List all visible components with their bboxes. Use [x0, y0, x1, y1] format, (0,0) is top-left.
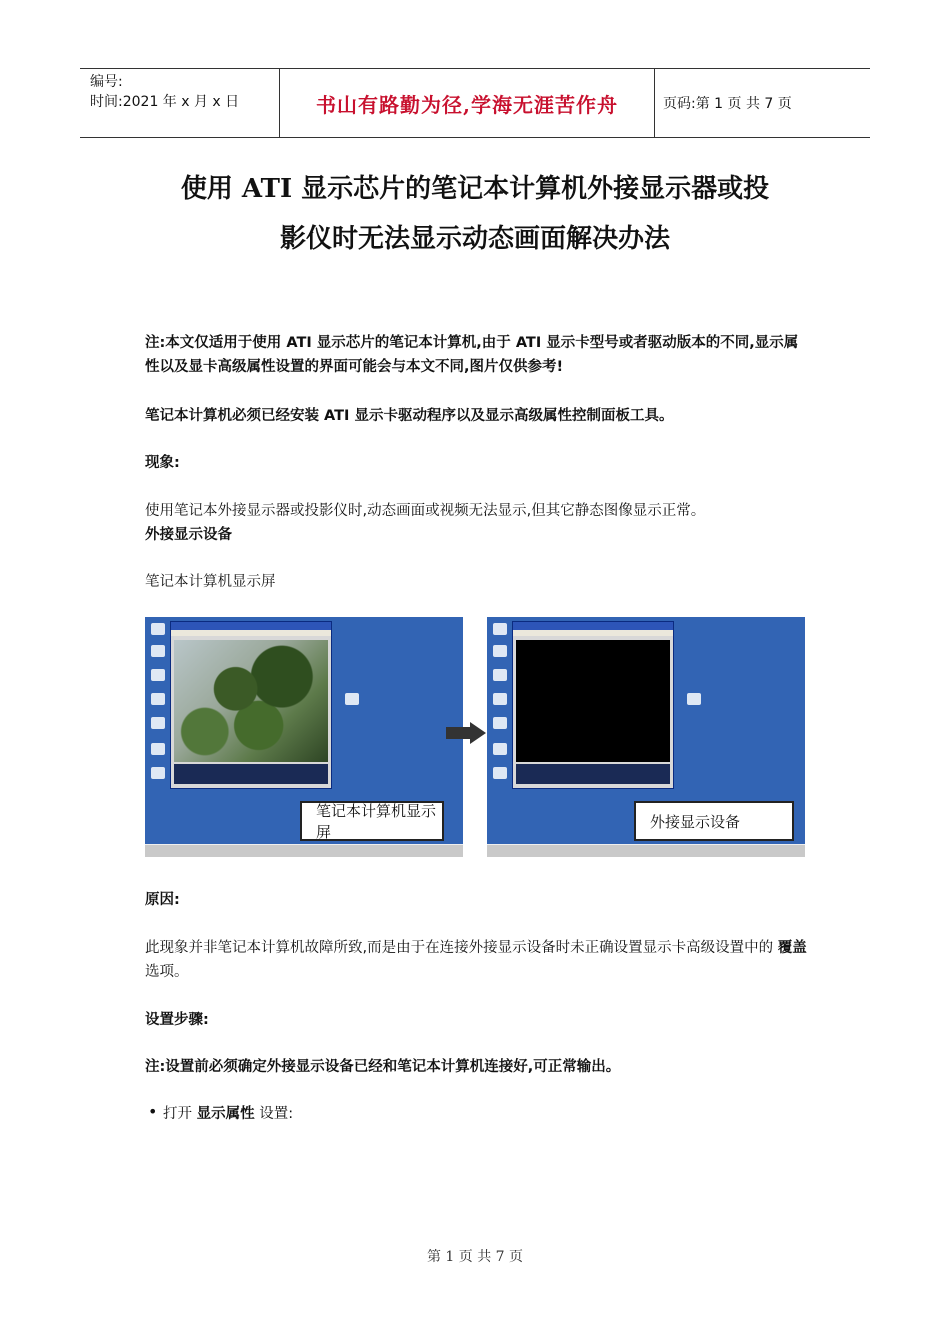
cause-text-prefix: 此现象并非笔记本计算机故障所致,而是由于在连接外接显示设备时未正确设置显示卡高级设置中的	[145, 940, 778, 956]
document-title-line2: 影仪时无法显示动态画面解决办法	[279, 224, 670, 254]
desktop-icon	[493, 767, 507, 779]
cause-text	[145, 936, 810, 984]
desktop-icon	[493, 669, 507, 681]
header-meta	[80, 69, 280, 137]
header-page-info: 页码:第 1 页 共 7 页	[663, 96, 792, 112]
step-1	[163, 1102, 828, 1126]
header-motto-cell	[280, 69, 655, 137]
desktop-icon	[345, 693, 359, 705]
comparison-figure	[145, 617, 810, 857]
right-caption-box: 外接显示设备	[634, 801, 794, 841]
desktop-icon	[151, 623, 165, 635]
desktop-icon	[493, 743, 507, 755]
phenomenon-text: 使用笔记本外接显示器或投影仪时,动态画面或视频无法显示,但其它静态图像显示正常。	[145, 503, 706, 519]
left-caption-box: 笔记本计算机显示屏	[300, 801, 444, 841]
desktop-icon	[493, 693, 507, 705]
arrow-right-icon	[446, 722, 486, 744]
desktop-icon	[493, 645, 507, 657]
header-motto: 书山有路勤为径,学海无涯苦作舟	[316, 92, 618, 117]
desktop-icon	[493, 717, 507, 729]
cause-text-suffix: 选项。	[145, 964, 189, 980]
step-1-suffix: 设置:	[254, 1106, 294, 1122]
desktop-icon	[151, 767, 165, 779]
player-controls	[174, 764, 328, 784]
player-controls	[516, 764, 670, 784]
page-footer: 第 1 页 共 7 页	[426, 1249, 524, 1265]
phenomenon-heading: 现象:	[145, 455, 180, 471]
desktop-icon	[151, 669, 165, 681]
document-title-line1: 使用 ATI 显示芯片的笔记本计算机外接显示器或投	[180, 174, 770, 204]
media-player-window	[512, 621, 674, 789]
steps-heading: 设置步骤:	[145, 1012, 209, 1028]
window-titlebar	[513, 622, 673, 630]
step-1-prefix: 打开	[163, 1106, 197, 1122]
taskbar	[487, 844, 805, 857]
laptop-screen-label: 笔记本计算机显示屏	[145, 574, 276, 590]
cause-heading: 原因:	[145, 892, 180, 908]
requirement-note: 笔记本计算机必须已经安装 ATI 显示卡驱动程序以及显示高级属性控制面板工具。	[145, 408, 674, 424]
desktop-icon	[151, 645, 165, 657]
step-1-bold: 显示属性	[196, 1106, 255, 1122]
video-frame-black	[516, 640, 670, 762]
desktop-icon	[151, 743, 165, 755]
laptop-screen-image	[145, 617, 463, 857]
window-titlebar	[171, 622, 331, 630]
media-player-window	[170, 621, 332, 789]
time-label: 时间:2021 年 x 月 x 日	[90, 94, 240, 110]
external-screen-image	[487, 617, 805, 857]
desktop-icon	[493, 623, 507, 635]
cause-text-bold: 覆盖	[777, 940, 807, 956]
taskbar	[145, 844, 463, 857]
desktop-icon	[151, 717, 165, 729]
number-label: 编号:	[90, 74, 123, 90]
window-menubar	[171, 630, 331, 636]
video-frame-tree	[174, 640, 328, 762]
desktop-icon	[151, 693, 165, 705]
note-before-setup: 注:设置前必须确定外接显示设备已经和笔记本计算机连接好,可正常输出。	[145, 1059, 621, 1075]
window-menubar	[513, 630, 673, 636]
document-header	[80, 68, 870, 138]
bullet: •	[148, 1102, 158, 1121]
desktop-icon	[687, 693, 701, 705]
note-applicability: 注:本文仅适用于使用 ATI 显示芯片的笔记本计算机,由于 ATI 显示卡型号或者驱动版本的不同,显示属性以及显卡高级属性设置的界面可能会与本文不同,图片仅供参考!	[145, 335, 799, 375]
external-device-heading: 外接显示设备	[145, 527, 232, 543]
